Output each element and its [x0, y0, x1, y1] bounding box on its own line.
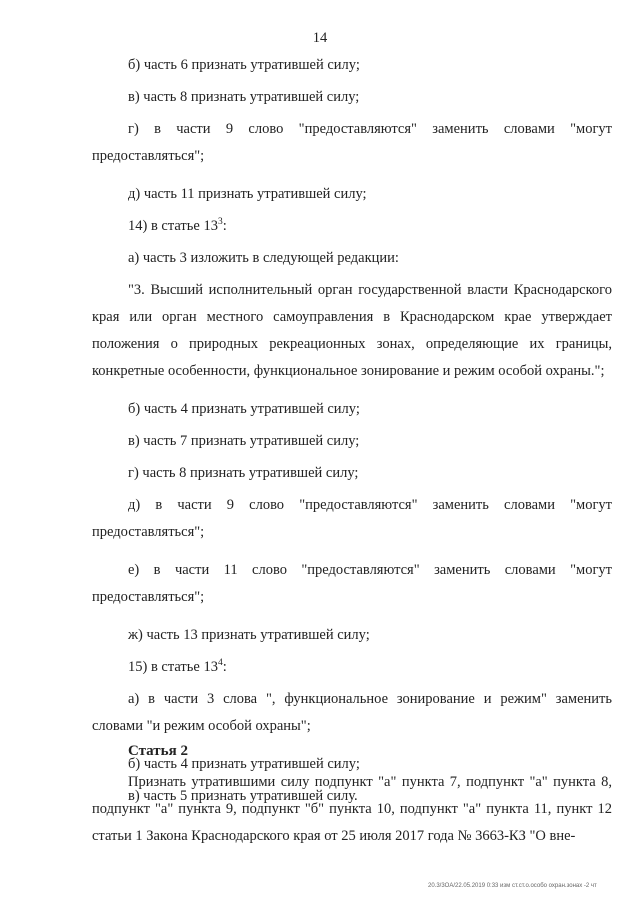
item-15-superscript: 4	[217, 658, 223, 669]
paragraph-g2: г) часть 8 признать утратившей силу;	[128, 465, 359, 481]
paragraph-zh2: ж) часть 13 признать утратившей силу;	[128, 627, 370, 643]
paragraph-b3: б) часть 4 признать утратившей силу;	[128, 756, 360, 772]
item-14-colon: :	[222, 218, 227, 234]
item-15-colon: :	[222, 659, 227, 675]
article-paragraph: Признать утратившими силу подпункт "а" пункта 7, подпункт "а" пункта 8, подпункт "а" пункта 9, подпункт "б" пункта 10, подпункт "а" пункта 11, пункт 12 статьи 1 Закона Краснодарского края от 25 июля 2017 года № 3663-КЗ "О вне-	[92, 774, 612, 844]
paragraph-b2: б) часть 4 признать утратившей силу;	[128, 401, 360, 417]
paragraph-g1: г) в части 9 слово "предоставляются" заменить словами "могут предоставляться";	[92, 121, 612, 164]
article-title: Статья 2	[128, 743, 188, 759]
paragraph-d2: д) в части 9 слово "предоставляются" заменить словами "могут предоставляться";	[92, 497, 612, 540]
paragraph-d1: д) часть 11 признать утратившей силу;	[128, 186, 367, 202]
item-15-text: 15) в статье 13	[128, 659, 218, 675]
paragraph-v3: в) часть 5 признать утратившей силу.	[128, 788, 358, 804]
footer-file-mark: 20.3/3OA/22.05.2019 0:33 изм ст.ст.о.особо охран.зонах -2 чт	[428, 883, 597, 889]
document-body	[92, 52, 612, 810]
paragraph-quote: "3. Высший исполнительный орган государственной власти Краснодарского края или орган местного самоуправления в Краснодарском крае утверждает положения о природных рекреационных зонах, определяющие их границы, конкретные особенности, функциональное зонирование и режим особой охраны.";	[92, 282, 612, 379]
item-14-text: 14) в статье 13	[128, 218, 218, 234]
item-14-superscript: 3	[217, 217, 223, 228]
paragraph-a3: а) в части 3 слова ", функциональное зонирование и режим" заменить словами "и режим особой охраны";	[92, 691, 612, 734]
paragraph-item-15	[92, 654, 612, 681]
paragraph-v1: в) часть 8 признать утратившей силу;	[128, 89, 360, 105]
paragraph-v2: в) часть 7 признать утратившей силу;	[128, 433, 360, 449]
page-number: 14	[312, 30, 328, 46]
paragraph-a2: а) часть 3 изложить в следующей редакции:	[128, 250, 399, 266]
paragraph-b1: б) часть 6 признать утратившей силу;	[128, 57, 360, 73]
paragraph-e2: е) в части 11 слово "предоставляются" заменить словами "могут предоставляться";	[92, 562, 612, 605]
paragraph-item-14	[92, 213, 612, 240]
article-body	[92, 769, 612, 850]
